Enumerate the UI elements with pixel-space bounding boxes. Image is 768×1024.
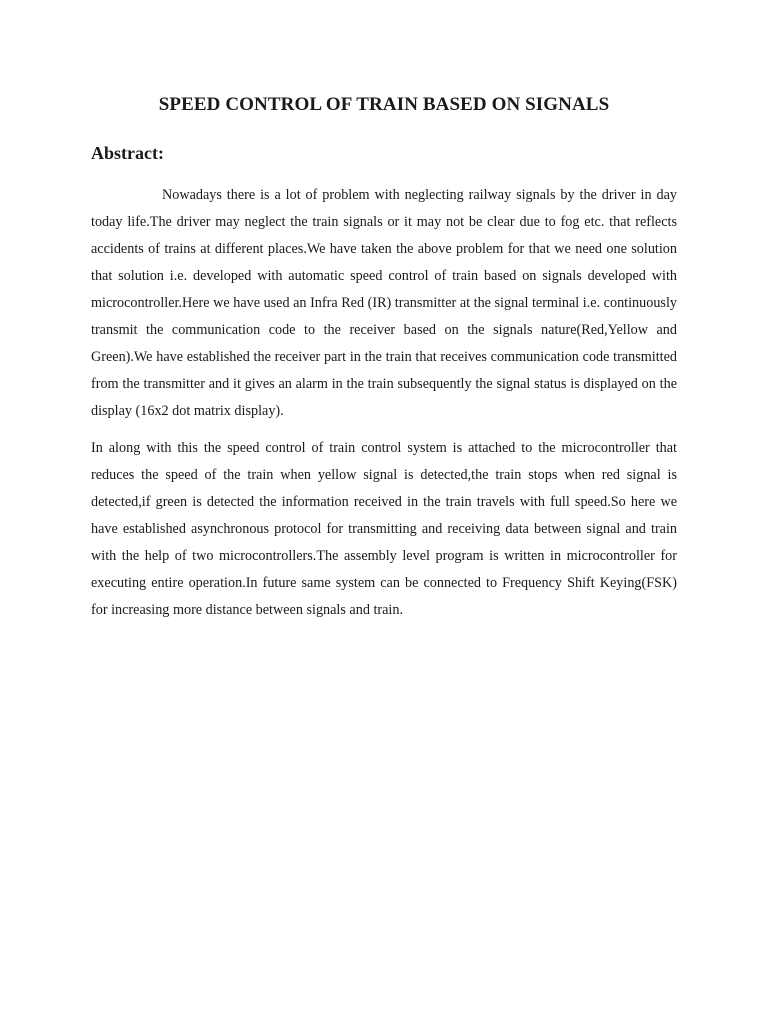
document-title: SPEED CONTROL OF TRAIN BASED ON SIGNALS [158, 94, 610, 115]
abstract-paragraph-1: Nowadays there is a lot of problem with neglecting railway signals by the driver in day today life.The driver may neglect the train signals or it may not be clear due to fog etc. that reflects accidents of trains at different places.We have taken the above problem for that we need one solution that solution i.e. developed with automatic speed control of train based on signals developed with microcontroller.Here we have used an Infra Red (IR) transmitter at the signal terminal i.e. continuously transmit the communication code to the receiver based on the signals nature(Red,Yellow and Green).We have established the receiver part in the train that receives communication code transmitted from the transmitter and it gives an alarm in the train subsequently the signal status is displayed on the display (16x2 dot matrix display). [91, 187, 677, 419]
abstract-heading: Abstract: [91, 143, 164, 163]
abstract-paragraph-2: In along with this the speed control of train control system is attached to the microcontroller that reduces the speed of the train when yellow signal is detected,the train stops when red signal is detected,if green is detected the information received in the train travels with full speed.So here we have established asynchronous protocol for transmitting and receiving data between signal and train with the help of two microcontrollers.The assembly level program is written in microcontroller for executing entire operation.In future same system can be connected to Frequency Shift Keying(FSK) for increasing more distance between signals and train. [91, 440, 677, 618]
